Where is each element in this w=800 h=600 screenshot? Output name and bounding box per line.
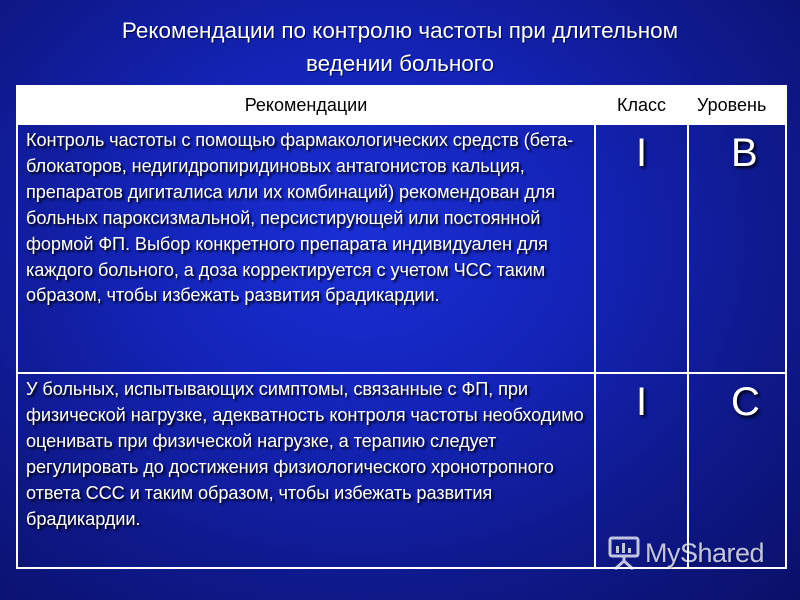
header-recommendations: Рекомендации xyxy=(17,86,595,124)
recommendation-text: У больных, испытывающих симптомы, связанные с ФП, при физической нагрузке, адекватность контроля частоты необходимо оценивать при физической нагрузке, а терапию следует регулировать до достижения физиологического хронотропного ответа ССС и таким образом, чтобы избежать развития брадикардии. xyxy=(17,373,595,568)
header-level: Уровень xyxy=(688,86,786,124)
slide-title-line-1: Рекомендации по контролю частоты при длительном xyxy=(121,18,679,43)
slide-title xyxy=(0,14,800,80)
recommendation-text: Контроль частоты с помощью фармакологических средств (бета-блокаторов, недигидропиридиновых антагонистов кальция, препаратов дигиталиса или их комбинаций) рекомендован для больных пароксизмальной, персистирующей или постоянной формой ФП. Выбор конкретного препарата индивидуален для каждого больного, а доза корректируется с учетом ЧСС таким образом, чтобы избежать развития брадикардии. xyxy=(17,124,595,373)
recommendations-table xyxy=(16,85,787,569)
level-value: B xyxy=(688,124,786,373)
class-value: I xyxy=(595,373,688,568)
table-header-row xyxy=(17,86,786,124)
table-row xyxy=(17,124,786,373)
watermark xyxy=(607,533,787,573)
level-value: C xyxy=(688,373,786,568)
slide-title-line-2: ведении больного xyxy=(305,51,495,76)
header-class: Класс xyxy=(595,86,688,124)
class-value: I xyxy=(595,124,688,373)
watermark-text: MyShared xyxy=(645,537,765,568)
presentation-board-icon xyxy=(607,535,641,571)
